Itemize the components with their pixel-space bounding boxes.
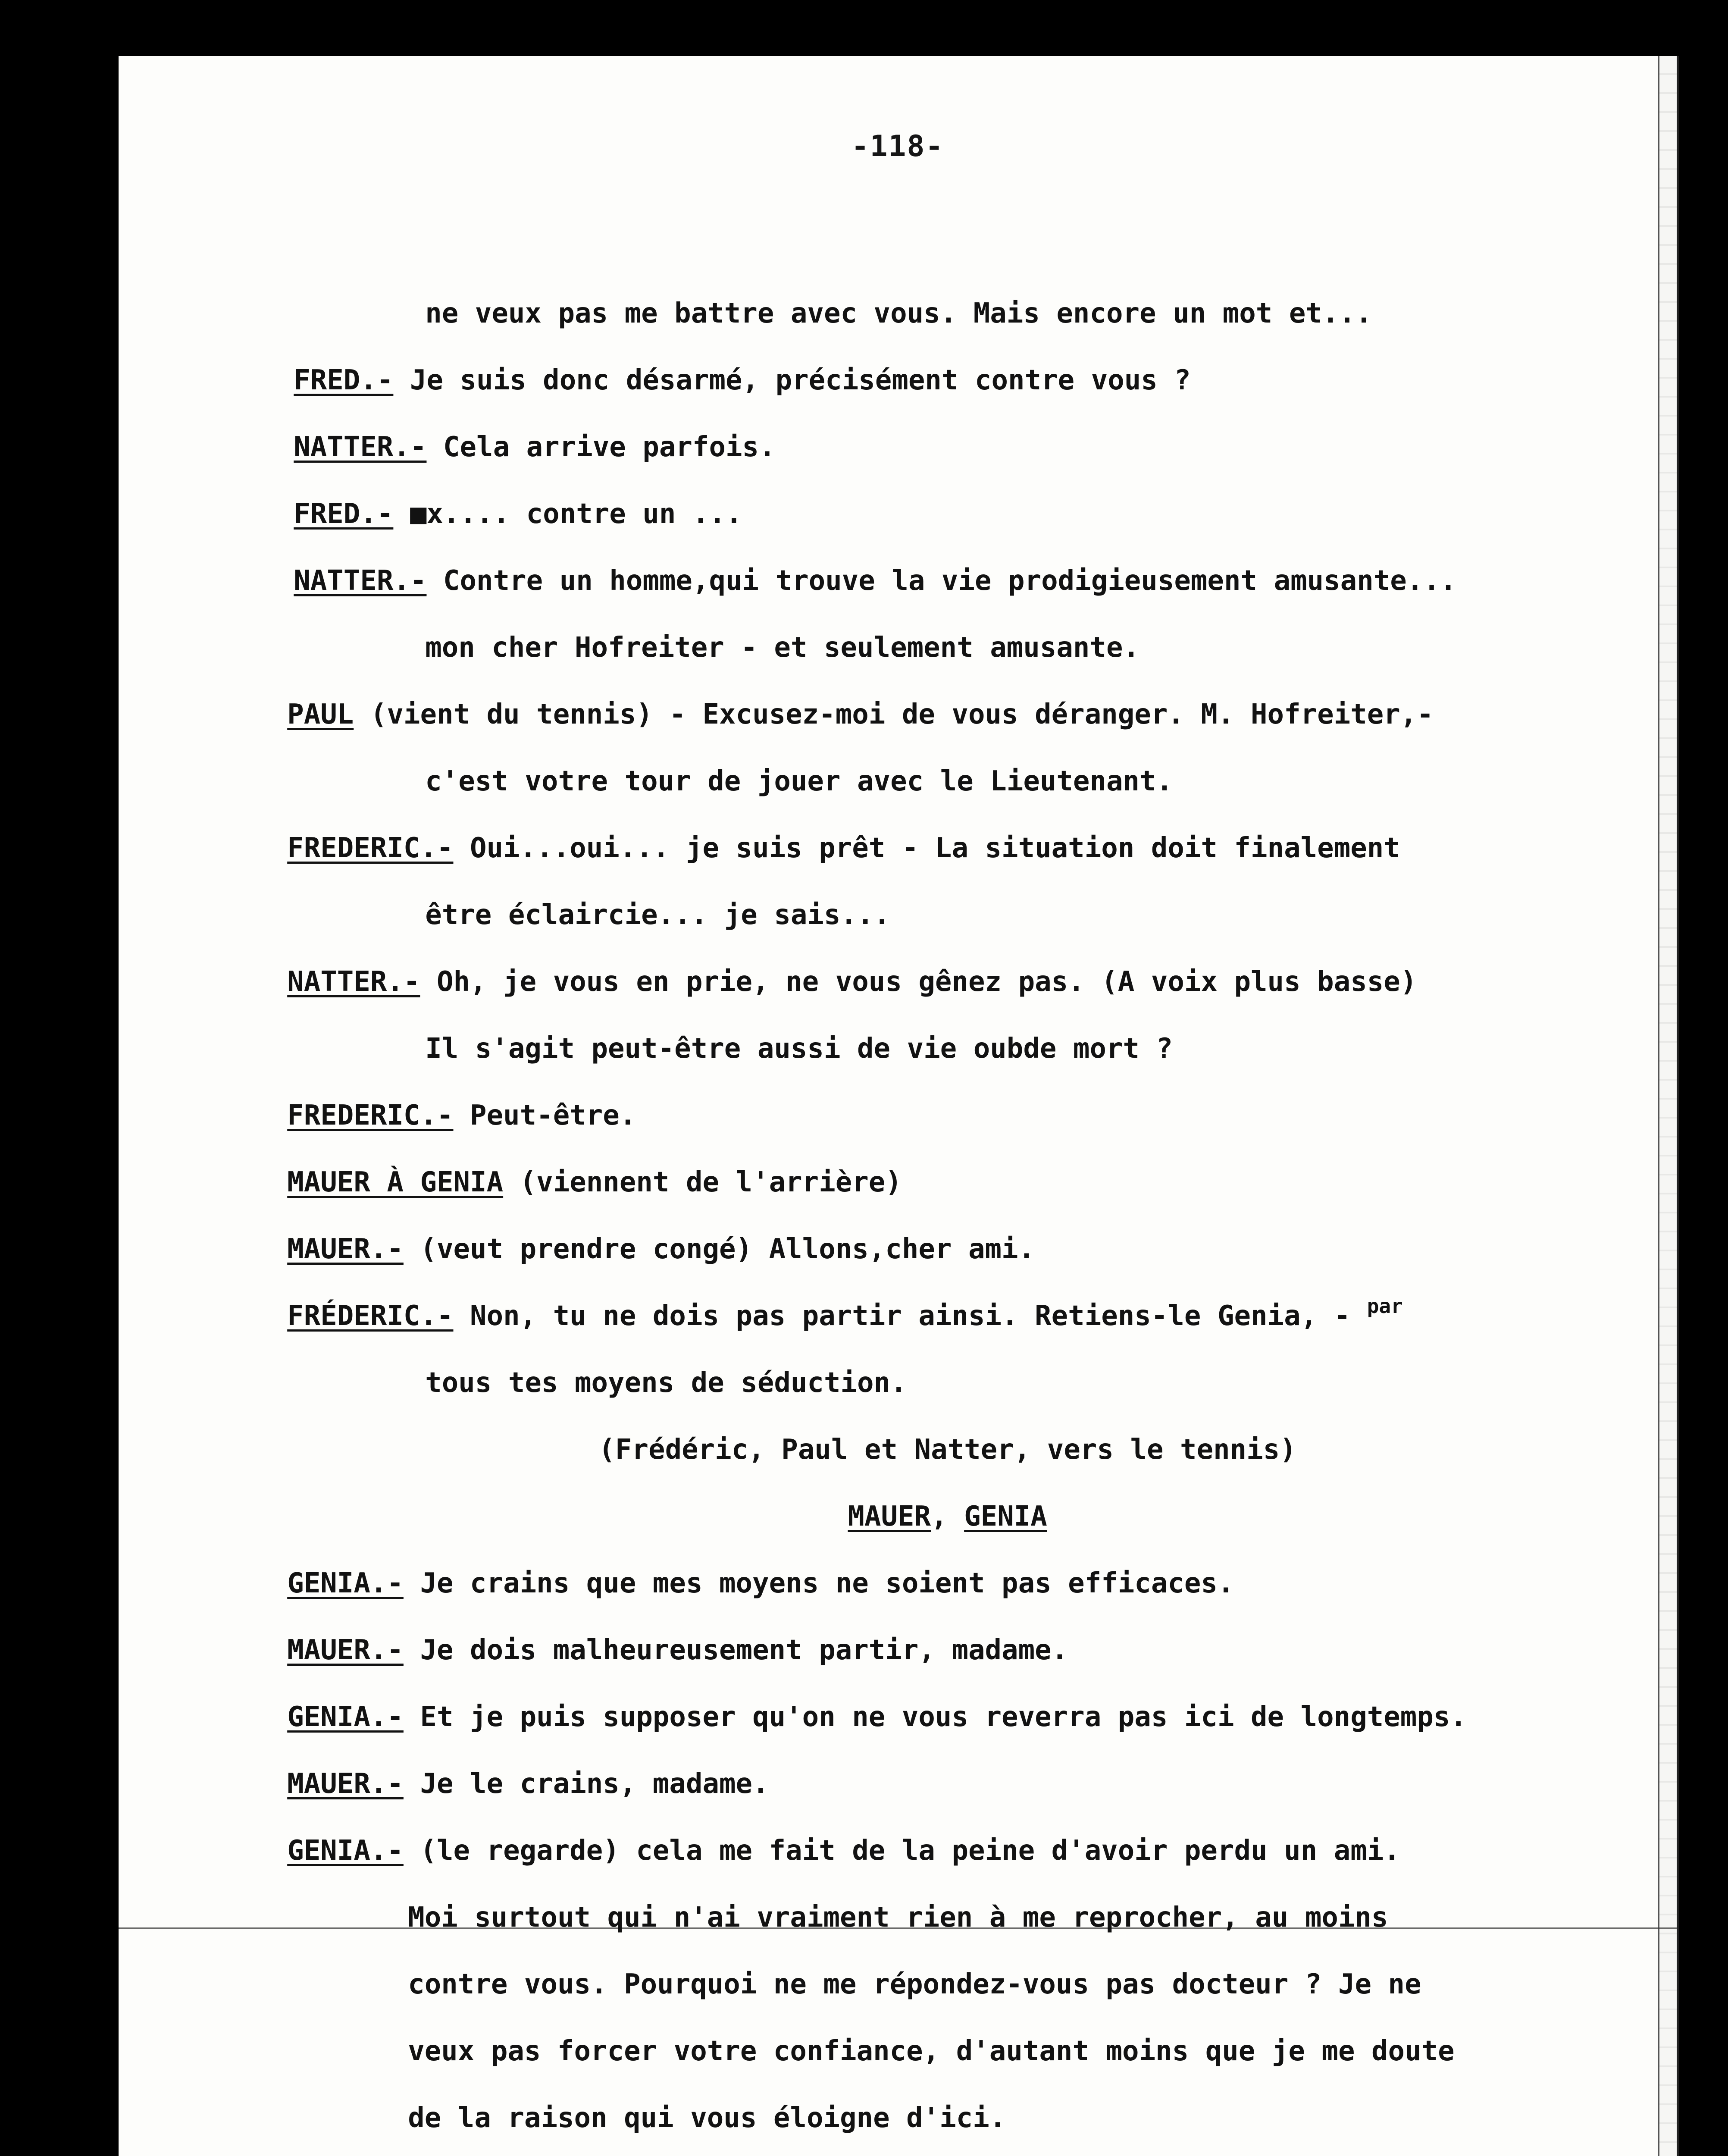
dialogue-line (119, 614, 1677, 730)
speaker-name: FRED.- (294, 364, 394, 396)
line-text: Peut-être. (453, 1100, 636, 1131)
line-text: Et je puis supposer qu'on ne vous reverra pas ici de longtemps. (403, 1701, 1467, 1733)
dialogue-line (119, 280, 1677, 396)
speaker-name: MAUER.- (287, 1634, 404, 1666)
line-text: Moi surtout qui n'ai vraiment rien à me reprocher, au moins (408, 1902, 1388, 1934)
speaker-name: GENIA.- (287, 1835, 404, 1867)
dialogue-line (119, 347, 1677, 463)
line-text: ■x.... contre un ... (393, 498, 742, 530)
scene-separator: , (931, 1501, 964, 1532)
dialogue-line (119, 1951, 1677, 2067)
dialogue-line (119, 2018, 1677, 2134)
dialogue-line (119, 882, 1677, 998)
line-text: veux pas forcer votre confiance, d'autant moins que je me doute (408, 2035, 1455, 2067)
line-text: Oh, je vous en prie, ne vous gênez pas. (A voix plus basse) (420, 966, 1417, 998)
dialogue-line (119, 681, 1677, 797)
line-text: (viennent de l'arrière) (503, 1166, 902, 1198)
dialogue-line (119, 213, 1677, 329)
speaker-name: GENIA.- (287, 1701, 404, 1733)
scene-heading (119, 1416, 1677, 1532)
stage-direction-text: (Frédéric, Paul et Natter, vers le tennis) (598, 1434, 1296, 1466)
script-body (119, 213, 1677, 2134)
dialogue-line (119, 548, 1677, 664)
speaker-name: GENIA.- (287, 1567, 404, 1599)
line-text: Cela arrive parfois. (426, 431, 776, 463)
line-text: Non, tu ne dois pas partir ainsi. Retiens-le Genia, - (453, 1300, 1367, 1332)
speaker-name: NATTER.- (287, 966, 420, 998)
scene-character: GENIA (964, 1501, 1047, 1532)
speaker-name: MAUER.- (287, 1768, 404, 1800)
line-text: Il s'agit peut-être aussi de vie oubde mort ? (425, 1033, 1173, 1065)
insertion-mark: par (1367, 1294, 1403, 1318)
dialogue-line (119, 815, 1677, 931)
speaker-name: FREDERIC.- (287, 1100, 454, 1131)
speaker-name: FRED.- (294, 498, 394, 530)
line-text: Je crains que mes moyens ne soient pas efficaces. (403, 1567, 1234, 1599)
line-text: de la raison qui vous éloigne d'ici. (408, 2102, 1006, 2134)
dialogue-line (119, 1015, 1677, 1131)
dialogue-line (119, 1751, 1677, 1867)
speaker-name: NATTER.- (294, 565, 427, 597)
dialogue-line (119, 1550, 1677, 1666)
line-text: Oui...oui... je suis prêt - La situation doit finalement (453, 832, 1400, 864)
dialogue-line (119, 1483, 1677, 1599)
dialogue-line (119, 1617, 1677, 1733)
dialogue-line (119, 1884, 1677, 2000)
dialogue-line (119, 949, 1677, 1065)
dialogue-line (119, 481, 1677, 597)
line-text: Je suis donc désarmé, précisément contre vous ? (393, 364, 1191, 396)
line-text: être éclaircie... je sais... (425, 899, 891, 931)
dialogue-line (119, 1082, 1677, 1198)
typescript-page (119, 56, 1679, 2156)
dialogue-line (119, 748, 1677, 864)
line-text: Contre un homme,qui trouve la vie prodigieusement amusante... (426, 565, 1457, 597)
dialogue-line (119, 1283, 1677, 1399)
dialogue-line (119, 1684, 1677, 1800)
scene-character: MAUER (848, 1501, 931, 1532)
line-text: (le regarde) cela me fait de la peine d'avoir perdu un ami. (403, 1835, 1400, 1867)
line-text: tous tes moyens de séduction. (425, 1367, 907, 1399)
line-text: (veut prendre congé) Allons,cher ami. (403, 1233, 1035, 1265)
speaker-name: NATTER.- (294, 431, 427, 463)
line-text: c'est votre tour de jouer avec le Lieutenant. (425, 765, 1173, 797)
line-text: contre vous. Pourquoi ne me répondez-vous pas docteur ? Je ne (408, 1968, 1421, 2000)
line-text: mon cher Hofreiter - et seulement amusante. (425, 632, 1140, 664)
page-number: -118- (851, 129, 944, 163)
speaker-name: MAUER À GENIA (287, 1166, 504, 1198)
dialogue-line (119, 1818, 1677, 1934)
speaker-name: MAUER.- (287, 1233, 404, 1265)
line-text: ne veux pas me battre avec vous. Mais encore un mot et... (425, 298, 1372, 329)
line-text: (vient du tennis) - Excusez-moi de vous déranger. M. Hofreiter,- (354, 699, 1434, 730)
dialogue-line (119, 1149, 1677, 1265)
speaker-name: PAUL (287, 699, 354, 730)
speaker-name: FREDERIC.- (287, 832, 454, 864)
line-text: Je dois malheureusement partir, madame. (403, 1634, 1068, 1666)
line-text: Je le crains, madame. (403, 1768, 769, 1800)
dialogue-line (119, 414, 1677, 530)
speaker-name: FRÉDERIC.- (287, 1300, 454, 1332)
stage-direction (119, 1350, 1677, 1466)
dialogue-line (119, 1216, 1677, 1332)
